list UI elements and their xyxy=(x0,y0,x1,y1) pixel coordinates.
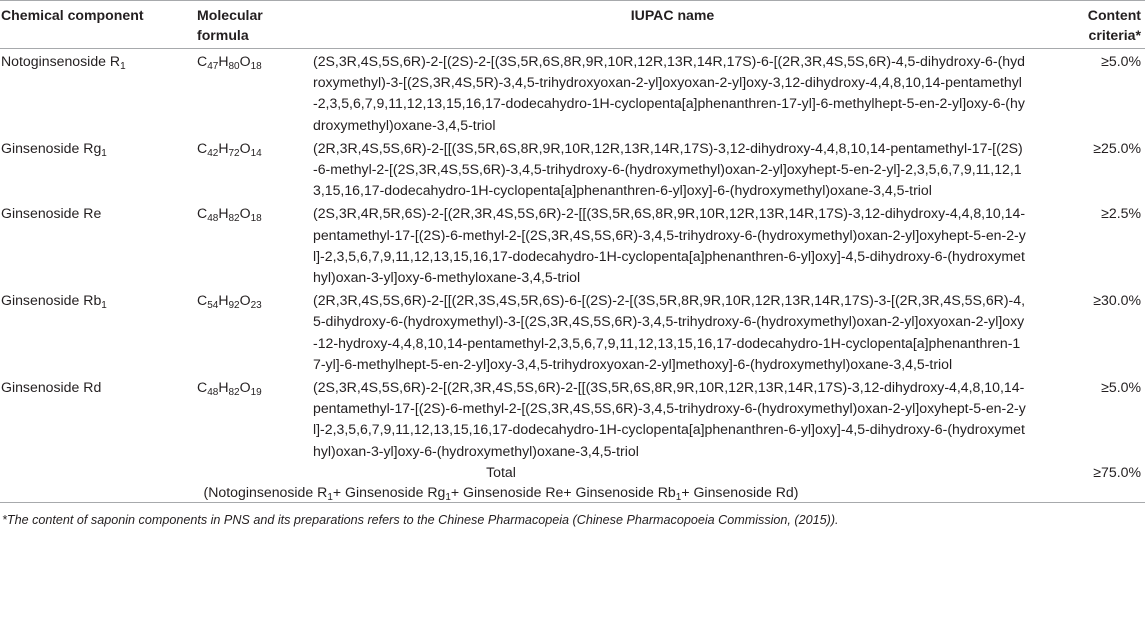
subscript: 1 xyxy=(445,491,451,503)
table-row xyxy=(0,49,1145,136)
subscript: 72 xyxy=(228,147,240,159)
iupac-name-cell: (2R,3R,4S,5S,6R)-2-[[(2R,3S,4S,5R,6S)-6-[(2S)-2-[(3S,5R,8R,9R,10R,12R,13R,14R,17S)-3-[(2R,3R,4S,5S,6R)-4,5-dihydroxy-6-(hydroxymethyl)-3-[(2S,3R,4S,5S,6R)-3,4,5-trihydroxy-6-(hydroxymethyl)oxan-2-yl]oxyoxan-2-yl]oxy-12-hydroxy-4,4,8,10,14-pentamethyl-2,3,5,6,7,9,11,12,13,15,16,17-dodecahydro-1H-cyclopenta[a]phenanthren-17-yl]-6-methylhept-5-en-2-yl]oxy-3,4,5-trihydroxyoxan-2-yl]methoxy]-6-(hydroxymethyl)oxane-3,4,5-triol xyxy=(313,292,1025,372)
iupac-name-cell: (2R,3R,4S,5S,6R)-2-[[(3S,5R,6S,8R,9R,10R,12R,13R,14R,17S)-3,12-dihydroxy-4,4,8,10,14-pentamethyl-17-[(2S)-6-methyl-2-[(2S,3R,4S,5S,6R)-3,4,5-trihydroxy-6-(hydroxymethyl)oxan-2-yl]oxyhept-5-en-2-yl]-2,3,5,6,7,9,11,12,13,15,16,17-dodecahydro-1H-cyclopenta[a]phenanthren-6-yl]oxy]-6-(hydroxymethyl)oxane-3,4,5-triol xyxy=(313,139,1023,199)
text-part: H xyxy=(218,292,229,309)
molecular-formula-cell xyxy=(197,375,313,462)
text-part: C xyxy=(197,139,208,156)
component-subscript: 1 xyxy=(101,300,107,312)
chemical-component-cell xyxy=(0,375,197,462)
subscript: 14 xyxy=(250,147,262,159)
header-chemical-component: Chemical component xyxy=(1,7,144,23)
subscript: 92 xyxy=(228,300,240,312)
content-criteria-cell: ≥2.5% xyxy=(1101,205,1141,222)
subscript: 80 xyxy=(228,61,240,72)
total-row xyxy=(0,462,1145,503)
chemical-component-cell xyxy=(0,49,197,136)
component-subscript: 1 xyxy=(101,147,107,159)
content-criteria-cell: ≥25.0% xyxy=(1093,139,1141,156)
text-part: H xyxy=(218,205,229,222)
text-part: + Ginsenoside Re+ Ginsenoside Rb xyxy=(450,483,676,500)
iupac-name-cell: (2S,3R,4S,5S,6R)-2-[(2R,3R,4S,5S,6R)-2-[[(3S,5R,6S,8R,9R,10R,12R,13R,14R,17S)-3,12-dihydroxy-4,4,8,10,14-pentamethyl-17-[(2S)-6-methyl-2-[(2S,3R,4S,5S,6R)-3,4,5-trihydroxy-6-(hydroxymethyl)oxan-2-yl]oxyhept-5-en-2-yl]-2,3,5,6,7,9,11,12,13,15,16,17-dodecahydro-1H-cyclopenta[a]phenanthren-6-yl]oxy]-4,5-dihydroxy-6-(hydroxymethyl)oxan-3-yl]oxy-6-(hydroxymethyl)oxane-3,4,5-triol xyxy=(313,379,1026,459)
subscript: 18 xyxy=(250,213,262,225)
molecular-formula-cell xyxy=(197,49,313,136)
table-header xyxy=(0,1,1145,49)
component-name: Ginsenoside Rg xyxy=(1,139,102,156)
component-name: Notoginsenoside R xyxy=(1,53,121,69)
subscript: 23 xyxy=(250,300,262,312)
molecular-formula-cell xyxy=(197,288,313,375)
text-part: O xyxy=(239,292,251,309)
total-formula xyxy=(0,482,1002,502)
table-body xyxy=(0,49,1145,503)
header-iupac-name: IUPAC name xyxy=(630,7,715,23)
text-part: C xyxy=(197,292,208,309)
text-part: + Ginsenoside Rg xyxy=(332,483,446,500)
molecular-formula-cell xyxy=(197,136,313,202)
text-part: + Ginsenoside Rd) xyxy=(681,483,799,500)
iupac-name-cell: (2S,3R,4S,5S,6R)-2-[(2S)-2-[(3S,5R,6S,8R,9R,10R,12R,13R,14R,17S)-6-[(2R,3R,4S,5S,6R)-4,5-dihydroxy-6-(hydroxymethyl)-3-[(2S,3R,4S,5R)-3,4,5-trihydroxyoxan-2-yl]oxyoxan-2-yl]oxy-3,12-dihydroxy-4,4,8,10,14-pentamethyl-2,3,5,6,7,9,11,12,13,15,16,17-dodecahydro-1H-cyclopenta[a]phenanthren-17-yl]-6-methylhept-5-en-2-yl]oxy-6-(hydroxymethyl)oxane-3,4,5-triol xyxy=(313,53,1026,133)
text-part: O xyxy=(239,379,251,396)
text-part: C xyxy=(197,205,208,222)
table-row xyxy=(0,201,1145,288)
text-part: C xyxy=(197,53,208,69)
text-part: O xyxy=(239,139,251,156)
text-part: O xyxy=(239,53,251,69)
text-part: H xyxy=(218,139,229,156)
text-part: (Notoginsenoside R xyxy=(203,483,328,500)
chemical-component-cell xyxy=(0,136,197,202)
total-cell xyxy=(0,462,1032,503)
chemical-component-cell xyxy=(0,288,197,375)
subscript: 48 xyxy=(207,387,219,399)
subscript: 82 xyxy=(228,213,240,225)
molecular-formula-cell xyxy=(197,201,313,288)
total-criteria: ≥75.0% xyxy=(1093,463,1141,480)
chemical-component-cell xyxy=(0,201,197,288)
header-row xyxy=(0,1,1145,49)
text-part: C xyxy=(197,379,208,396)
text-part: O xyxy=(239,205,251,222)
content-criteria-cell: ≥5.0% xyxy=(1101,53,1141,69)
table-footnote: *The content of saponin components in PNS and its preparations refers to the Chinese Pharmacopeia (Chinese Pharmacopoeia Commission, (2015)). xyxy=(2,512,839,527)
text-part: H xyxy=(218,53,229,69)
subscript: 54 xyxy=(207,300,219,312)
content-criteria-cell: ≥30.0% xyxy=(1093,292,1141,309)
table-row xyxy=(0,136,1145,202)
component-name: Ginsenoside Rd xyxy=(1,379,102,396)
total-label: Total xyxy=(486,463,516,480)
subscript: 1 xyxy=(327,491,333,503)
header-content-criteria: Content criteria* xyxy=(1087,7,1141,43)
subscript: 1 xyxy=(675,491,682,503)
subscript: 82 xyxy=(228,387,240,399)
subscript: 19 xyxy=(250,387,262,399)
header-molecular-formula: Molecular formula xyxy=(197,7,263,43)
subscript: 42 xyxy=(207,147,219,159)
text-part: H xyxy=(218,379,229,396)
component-subscript: 1 xyxy=(120,61,126,72)
subscript: 48 xyxy=(207,213,219,225)
component-name: Ginsenoside Re xyxy=(1,205,102,222)
subscript: 18 xyxy=(250,61,262,72)
table-row xyxy=(0,375,1145,462)
iupac-name-cell: (2S,3R,4R,5R,6S)-2-[(2R,3R,4S,5S,6R)-2-[[(3S,5R,6S,8R,9R,10R,12R,13R,14R,17S)-3,12-dihydroxy-4,4,8,10,14-pentamethyl-17-[(2S)-6-methyl-2-[(2S,3R,4S,5S,6R)-3,4,5-trihydroxy-6-(hydroxymethyl)oxan-2-yl]oxyhept-5-en-2-yl]-2,3,5,6,7,9,11,12,13,15,16,17-dodecahydro-1H-cyclopenta[a]phenanthren-6-yl]oxy]-4,5-dihydroxy-6-(hydroxymethyl)oxan-3-yl]oxy-6-methyloxane-3,4,5-triol xyxy=(313,205,1026,286)
component-name: Ginsenoside Rb xyxy=(1,292,102,309)
subscript: 47 xyxy=(207,61,219,72)
table-row xyxy=(0,288,1145,375)
content-criteria-cell: ≥5.0% xyxy=(1101,379,1141,396)
